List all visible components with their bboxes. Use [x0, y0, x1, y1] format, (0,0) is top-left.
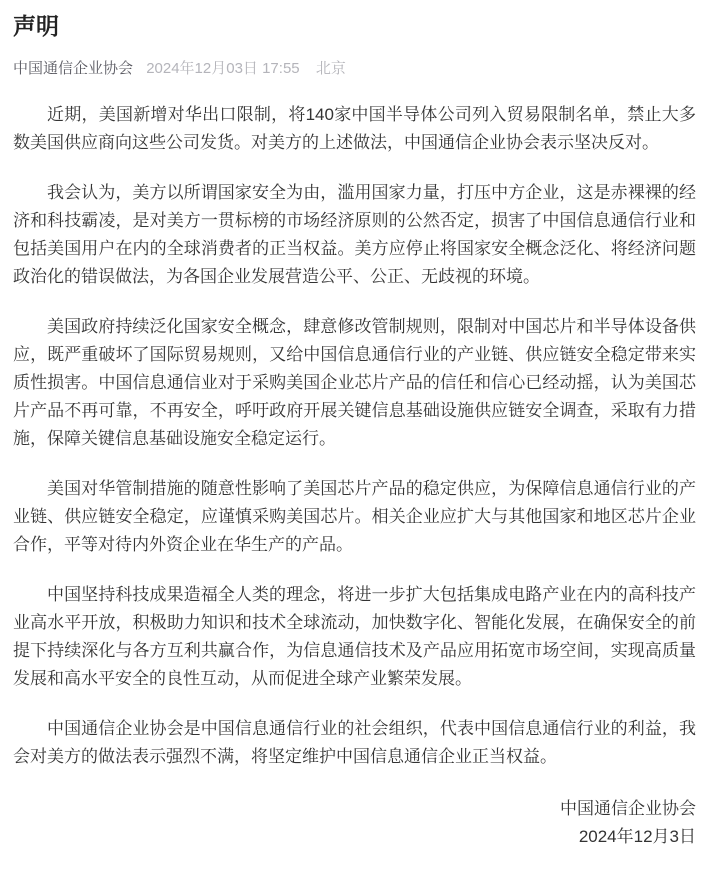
statement-paragraph: 我会认为，美方以所谓国家安全为由，滥用国家力量，打压中方企业，这是赤裸裸的经济和科技霸凌，是对美方一贯标榜的市场经济原则的公然否定，损害了中国信息通信行业和包括美国用户在内的全球消费者的正当权益。美方应停止将国家安全概念泛化、将经济问题政治化的错误做法，为各国企业发展营造公平、公正、无歧视的环境。: [13, 182, 696, 286]
statement-paragraph: 近期，美国新增对华出口限制，将140家中国半导体公司列入贸易限制名单，禁止大多数美国供应商向这些公司发货。对美方的上述做法，中国通信企业协会表示坚决反对。: [13, 104, 696, 152]
statement-paragraph: 美国政府持续泛化国家安全概念，肆意修改管制规则，限制对中国芯片和半导体设备供应，既严重破坏了国际贸易规则，又给中国信息通信行业的产业链、供应链安全稳定带来实质性损害。中国信息通信业对于采购美国企业芯片产品的信任和信心已经动摇，认为美国芯片产品不再可靠，不再安全，呼吁政府开展关键信息基础设施供应链安全调查，采取有力措施，保障关键信息基础设施安全稳定运行。: [13, 316, 696, 448]
statement-paragraph: 中国通信企业协会是中国信息通信行业的社会组织，代表中国信息通信行业的利益，我会对美方的做法表示强烈不满，将坚定维护中国信息通信企业正当权益。: [13, 718, 696, 766]
publish-location: 北京: [315, 59, 346, 77]
signature-date: 2024年12月3日: [578, 826, 696, 846]
author-link[interactable]: 中国通信企业协会: [13, 59, 134, 77]
byline: [13, 59, 696, 79]
statement-paragraph: 美国对华管制措施的随意性影响了美国芯片产品的稳定供应，为保障信息通信行业的产业链、供应链安全稳定，应谨慎采购美国芯片。相关企业应扩大与其他国家和地区芯片企业合作，平等对待内外资企业在华生产的产品。: [13, 478, 696, 554]
signature-block: [13, 795, 696, 851]
page-title: 声明: [13, 13, 59, 39]
statement-paragraph: 中国坚持科技成果造福全人类的理念，将进一步扩大包括集成电路产业在内的高科技产业高水平开放，积极助力知识和技术全球流动，加快数字化、智能化发展，在确保安全的前提下持续深化与各方互利共赢合作，为信息通信技术及产品应用拓宽市场空间，实现高质量发展和高水平安全的良性互动，从而促进全球产业繁荣发展。: [13, 584, 696, 688]
statement-body: [13, 101, 696, 771]
signature-org: 中国通信企业协会: [560, 798, 696, 818]
publish-datetime: 2024年12月03日 17:55: [146, 59, 300, 77]
